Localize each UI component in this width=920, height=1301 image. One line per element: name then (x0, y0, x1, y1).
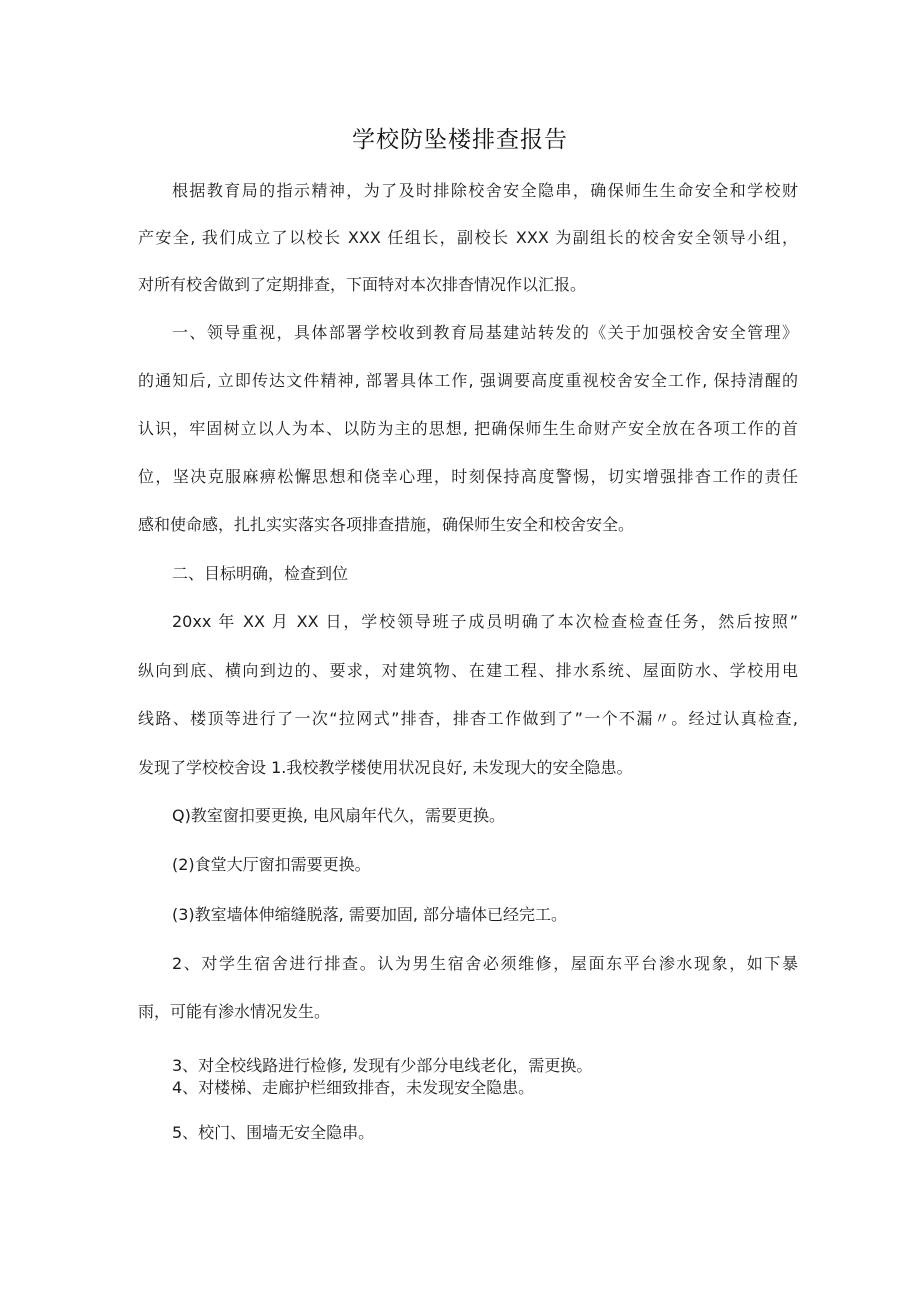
document-title: 学校防坠楼排查报告 (352, 127, 568, 153)
paragraph-line: 20xx 年 XX 月 XX 日，学校领导班子成员明确了本次检查检查任务，然后按照” (172, 612, 798, 631)
list-item: (3)教室墙体伸缩缝脱落, 需要加固, 部分墙体已经完工。 (172, 905, 568, 924)
paragraph-line: 产安全, 我们成立了以校长 XXX 任组长，副校长 XXX 为副组长的校舍安全领导小组， (138, 228, 798, 247)
list-item: 2、对学生宿舍进行排查。认为男生宿舍必须维修，屋面东平台渗水现象，如下暴 (172, 954, 798, 973)
paragraph-line: 纵向到底、横向到边的、要求，对建筑物、在建工程、排水系统、屋面防水、学校用电 (138, 661, 798, 680)
paragraph-line: 感和使命感，扎扎实实落实各项排查措施，确保师生安全和校舍安全。 (138, 515, 635, 534)
list-item: Q)教室窗扣要更换, 电风扇年代久，需要更换。 (172, 806, 506, 825)
list-item: 4、对楼梯、走廊护栏细致排杳，未发现安全隐患。 (172, 1078, 535, 1097)
section-heading: 二、目标明确，检查到位 (172, 564, 349, 583)
paragraph-line: 位，坚决克服麻痹松懈思想和侥幸心理，时刻保持高度警惕，切实增强排杳工作的责任 (138, 467, 798, 486)
paragraph-line: 认识，牢固树立以人为本、以防为主的思想, 把确保师生生命财产安全放在各项工作的首 (138, 419, 798, 438)
list-item: 雨，可能有渗水情况发生。 (138, 1002, 331, 1021)
list-item: 3、对全校线路进行检修, 发现有少部分电线老化，需更换。 (172, 1056, 593, 1075)
paragraph-line: 发现了学校校舍设 1.我校教学楼使用状况良好, 未发现大的安全隐患。 (138, 758, 633, 777)
paragraph-line: 根据教育局的指示精神，为了及时排除校舍安全隐串，确保师生生命安全和学校财 (172, 181, 798, 200)
paragraph-line: 对所有校舍做到了定期排查，下面特对本次排杳情况作以汇报。 (138, 275, 587, 294)
list-item: 5、校门、围墙无安全隐串。 (172, 1123, 375, 1142)
list-item: (2)食堂大厅窗扣需要更换。 (172, 855, 371, 874)
paragraph-line: 的通知后, 立即传达文件精神, 部署具体工作, 强调要高度重视校舍安全工作, 保持清醒的 (138, 371, 798, 390)
paragraph-line: 线路、楼顶等进行了一次“拉网式”排杳，排杳工作做到了”一个不漏〃。经过认真检查, (138, 709, 798, 728)
paragraph-line: 一、领导重视，具体部署学校收到教育局基建站转发的《关于加强校舍安全管理》 (172, 323, 798, 342)
